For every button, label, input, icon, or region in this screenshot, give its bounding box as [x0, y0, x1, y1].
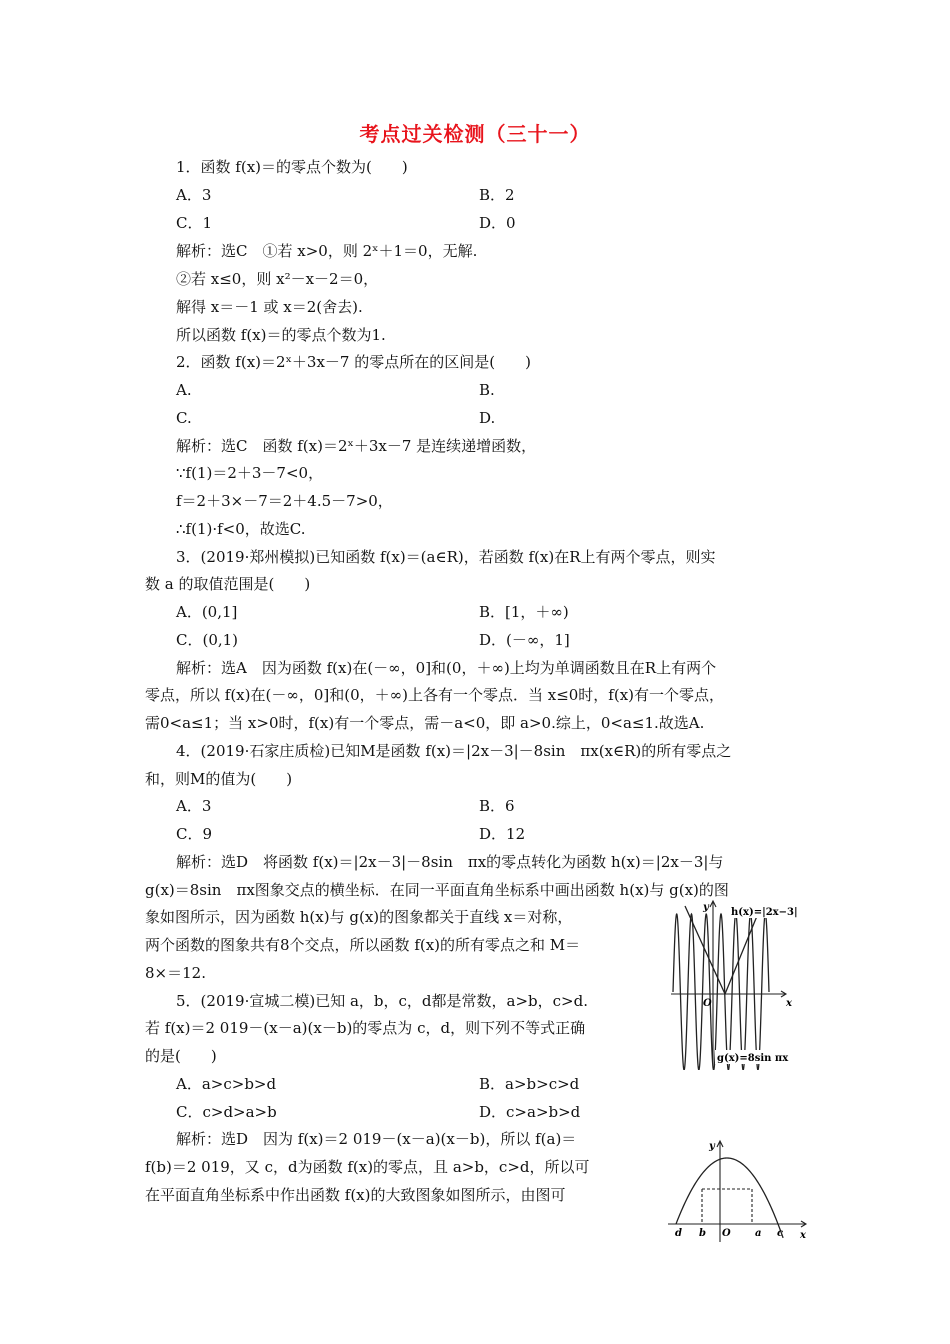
text-line: 1．函数 f(x)＝的零点个数为( ) — [176, 158, 408, 176]
tick-label-c: c — [777, 1228, 784, 1239]
text-line: 的是( ) — [145, 1047, 217, 1065]
g-function-label: g(x)=8sin πx — [717, 1053, 789, 1064]
text-line: g(x)＝8sin πx图象交点的横坐标．在同一平面直角坐标系中画出函数 h(x)与 g(x)的图 — [145, 881, 729, 899]
text-line: 数 a 的取值范围是( ) — [145, 575, 311, 593]
g-curve — [673, 914, 769, 1070]
h-curve — [685, 906, 757, 994]
text-line: f(b)＝2 019，又 c，d为函数 f(x)的零点，且 a>b，c>d，所以可 — [145, 1158, 590, 1176]
text-line: 和，则M的值为( ) — [145, 770, 293, 788]
text-line: 8×＝12. — [145, 964, 206, 982]
fig1-origin-label: O — [703, 998, 712, 1009]
text-line: C．(0,1) — [176, 631, 239, 649]
text-line: C．1 — [176, 214, 213, 232]
text-line: B．6 — [479, 797, 515, 815]
text-line: 5．(2019·宣城二模)已知 a，b，c，d都是常数，a>b，c>d. — [176, 992, 588, 1010]
text-line: 需0<a≤1；当 x>0时，f(x)有一个零点，需－a<0，即 a>0.综上，0<a≤1.故选A. — [145, 714, 705, 732]
text-line: A．(0,1] — [176, 603, 238, 621]
text-line: 所以函数 f(x)＝的零点个数为1. — [176, 326, 386, 344]
text-line: ∴f(1)·f<0，故选C. — [176, 520, 306, 538]
figure-parabola-graph — [664, 1136, 812, 1244]
text-line: 解析：选A 因为函数 f(x)在(－∞，0]和(0，＋∞)上均为单调函数且在R上有两个 — [176, 659, 717, 677]
text-line: 两个函数的图象共有8个交点，所以函数 f(x)的所有零点之和 M＝ — [145, 936, 581, 954]
text-line: 零点，所以 f(x)在(－∞，0]和(0，＋∞)上各有一个零点．当 x≤0时，f(x)有一个零点， — [145, 686, 725, 704]
tick-label-b: b — [699, 1228, 706, 1239]
page-title: 考点过关检测（三十一） — [359, 122, 591, 146]
text-line: 2．函数 f(x)＝2ˣ＋3x－7 的零点所在的区间是( ) — [176, 353, 531, 371]
fig2-x-label: x — [800, 1230, 806, 1241]
text-line: 解析：选C ①若 x>0，则 2ˣ＋1＝0，无解. — [176, 242, 478, 260]
text-line: 若 f(x)＝2 019－(x－a)(x－b)的零点为 c，d，则下列不等式正确 — [145, 1019, 586, 1037]
text-line: 解析：选D 因为 f(x)＝2 019－(x－a)(x－b)，所以 f(a)＝ — [176, 1130, 577, 1148]
text-line: C．c>d>a>b — [176, 1103, 277, 1121]
text-line: B．2 — [479, 186, 515, 204]
text-line: 在平面直角坐标系中作出函数 f(x)的大致图象如图所示，由图可 — [145, 1186, 566, 1204]
text-line: A. — [176, 381, 192, 399]
text-line: A．3 — [176, 186, 212, 204]
parabola-curve — [676, 1158, 783, 1238]
text-line: C. — [176, 409, 192, 427]
text-line: f＝2＋3×－7＝2＋4.5－7>0， — [176, 492, 393, 510]
text-line: D．(－∞，1] — [479, 631, 570, 649]
fig2-origin-label: O — [722, 1228, 731, 1239]
text-line: 解得 x＝－1 或 x＝2(舍去). — [176, 298, 363, 316]
text-line: D．0 — [479, 214, 516, 232]
text-line: 4．(2019·石家庄质检)已知M是函数 f(x)＝|2x－3|－8sin πx(x∈R)的所有零点之 — [176, 742, 732, 760]
tick-label-d: d — [675, 1228, 682, 1239]
text-line: 3．(2019·郑州模拟)已知函数 f(x)＝(a∈R)，若函数 f(x)在R上有两个零点，则实 — [176, 548, 716, 566]
fig1-y-label: y — [703, 902, 709, 913]
fig2-y-label: y — [709, 1141, 715, 1152]
figure-h-g-graph — [665, 898, 805, 1070]
text-line: B．[1，＋∞) — [479, 603, 569, 621]
text-line: D. — [479, 409, 496, 427]
fig1-x-label: x — [786, 998, 792, 1009]
text-line: ②若 x≤0，则 x²－x－2＝0， — [176, 270, 379, 288]
text-line: D．12 — [479, 825, 526, 843]
text-line: A．a>c>b>d — [176, 1075, 277, 1093]
text-line: D．c>a>b>d — [479, 1103, 581, 1121]
text-line: 解析：选C 函数 f(x)＝2ˣ＋3x－7 是连续递增函数， — [176, 437, 537, 455]
text-line: B. — [479, 381, 495, 399]
h-function-label: h(x)=|2x−3| — [731, 907, 798, 918]
text-line: 象如图所示，因为函数 h(x)与 g(x)的图象都关于直线 x＝对称， — [145, 908, 573, 926]
tick-label-a: a — [755, 1228, 762, 1239]
text-line: A．3 — [176, 797, 212, 815]
text-line: ∵f(1)＝2＋3－7<0， — [176, 464, 324, 482]
text-line: B．a>b>c>d — [479, 1075, 580, 1093]
text-line: 解析：选D 将函数 f(x)＝|2x－3|－8sin πx的零点转化为函数 h(x)＝|2x－3|与 — [176, 853, 724, 871]
text-line: C．9 — [176, 825, 213, 843]
